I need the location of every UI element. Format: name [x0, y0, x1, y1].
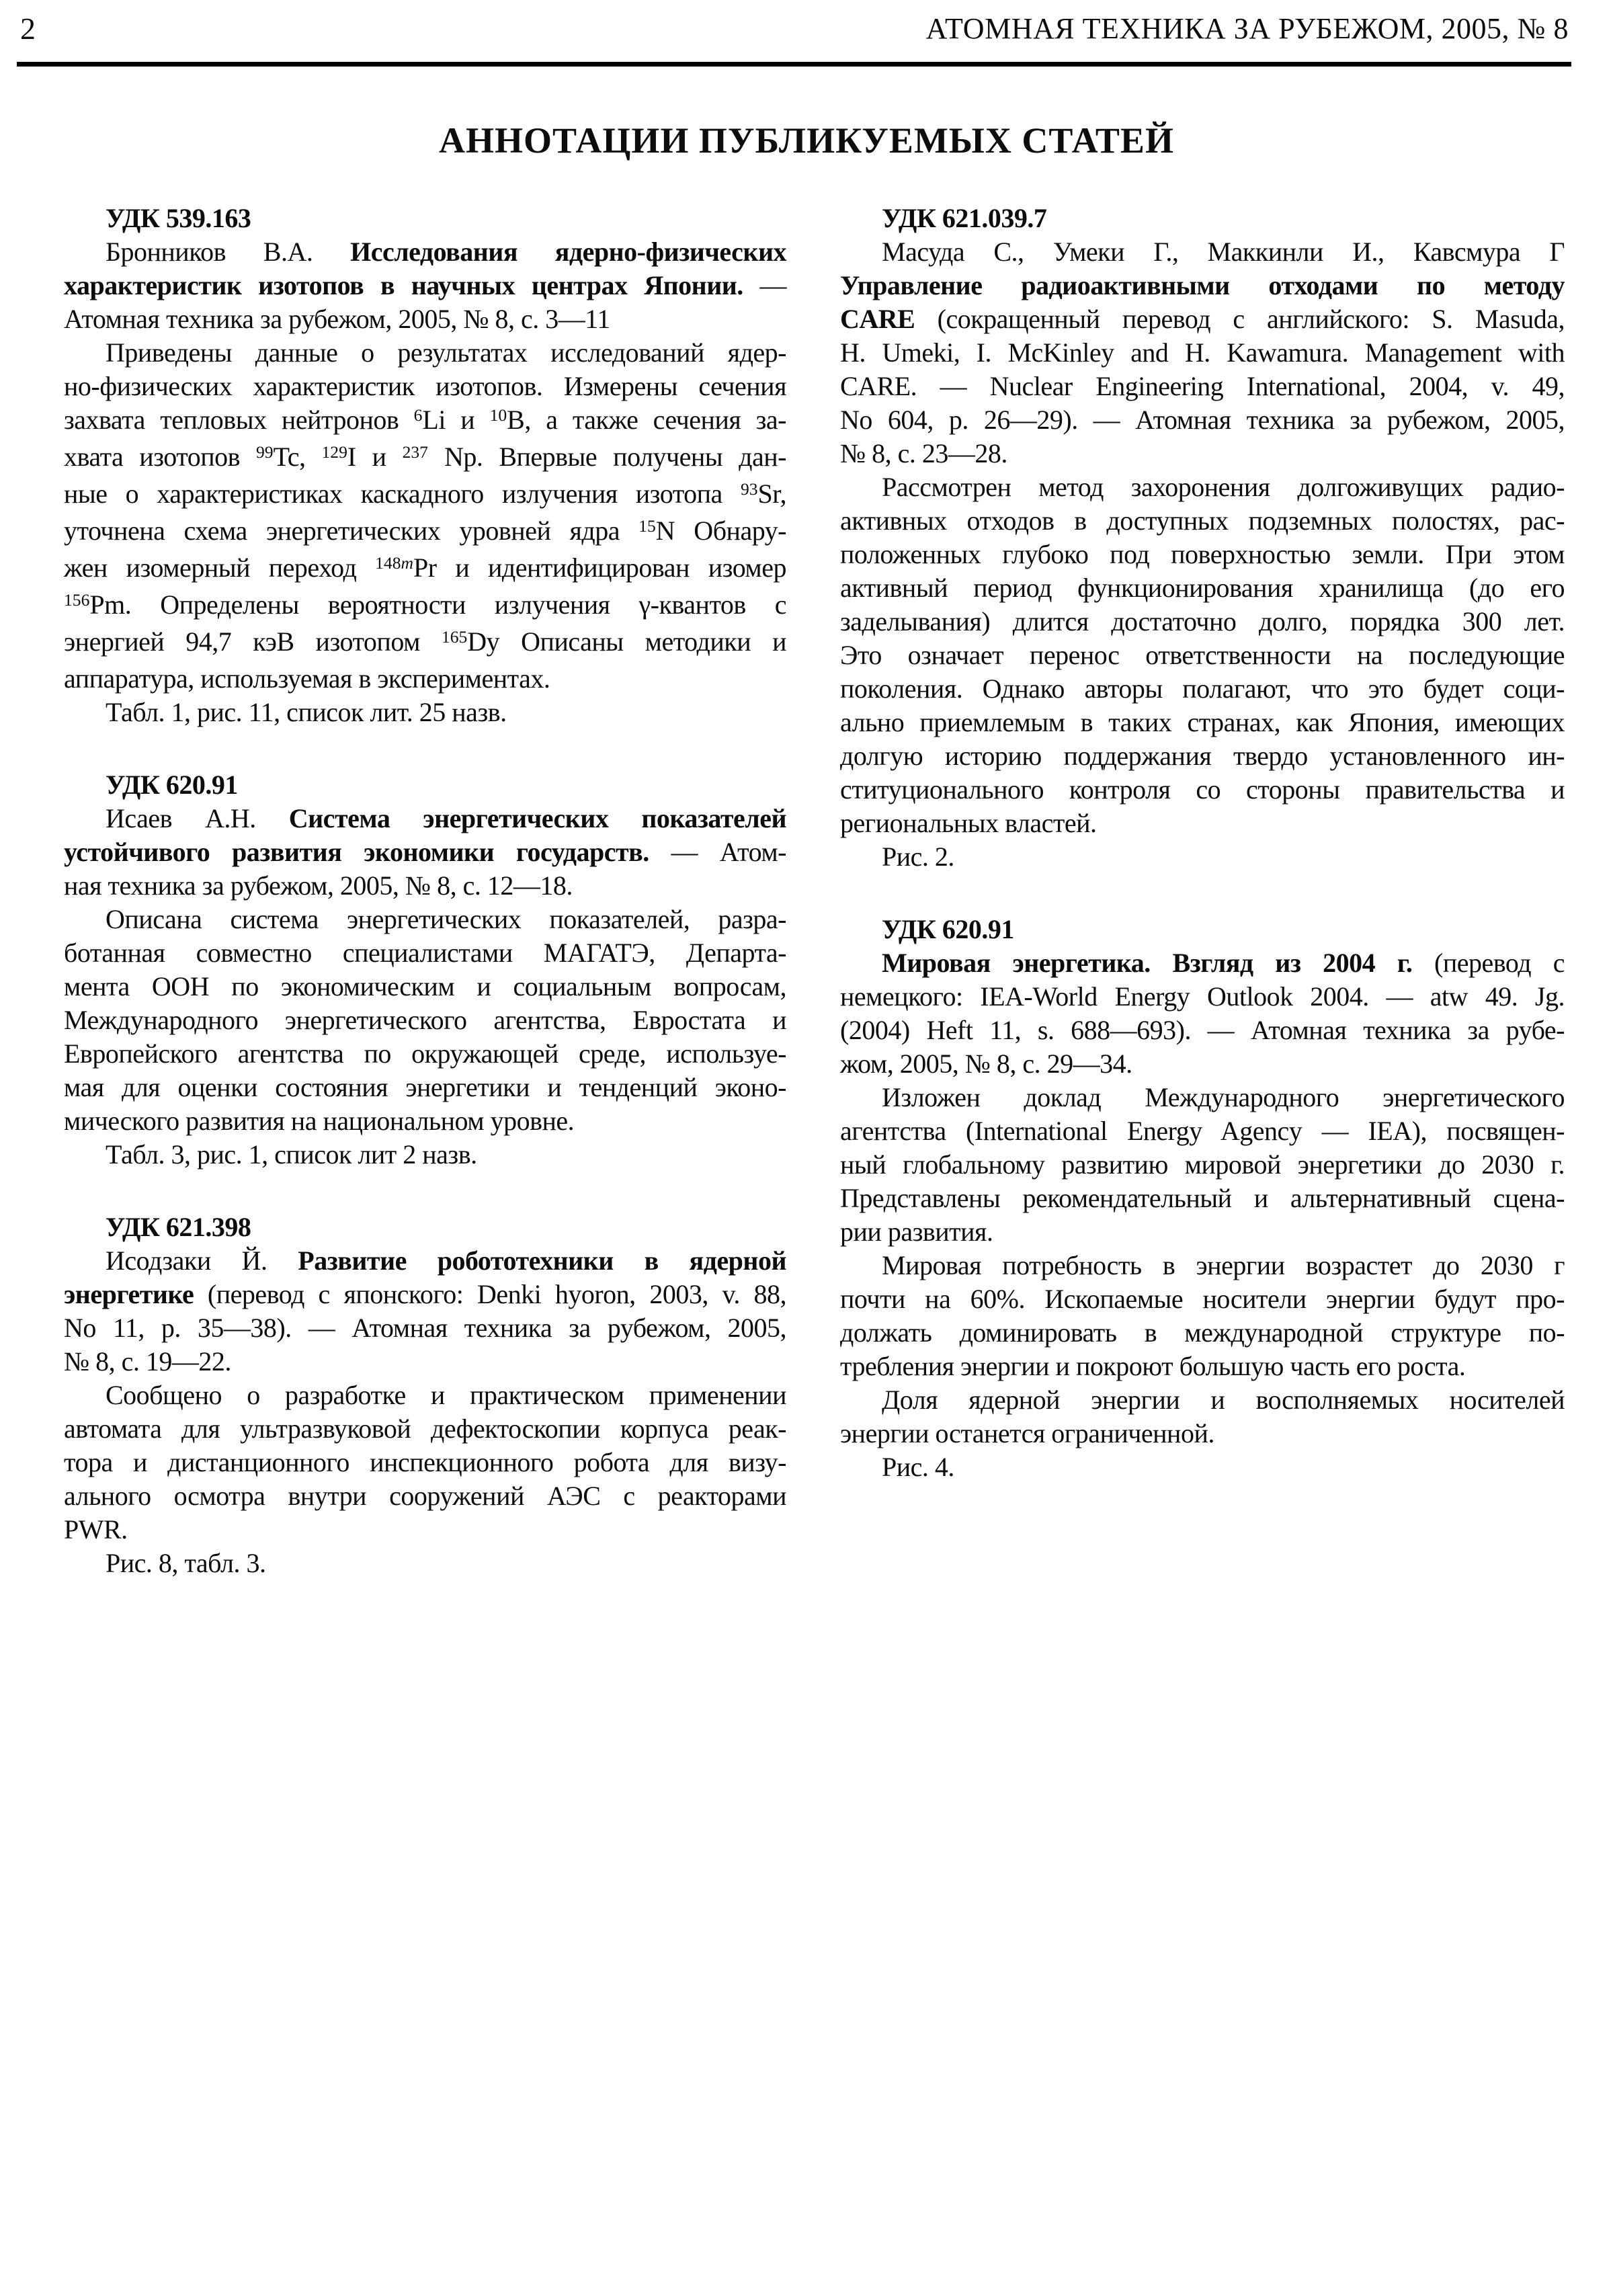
- text-line: Мировая энергетика. Взгляд из 2004 г. (перевод с: [882, 948, 1565, 978]
- text-line: Приведены данные о результатах исследований ядер-: [106, 337, 786, 368]
- text-line: ституционального контроля со стороны правительства и: [840, 774, 1565, 805]
- text-line: жом, 2005, № 8, с. 29—34.: [840, 1049, 1132, 1079]
- text-line: поколения. Однако авторы полагают, что это будет соци-: [840, 673, 1565, 704]
- text-line: Европейского агентства по окружающей среде, используе-: [64, 1038, 786, 1069]
- text-line: Табл. 3, рис. 1, список лит 2 назв.: [106, 1139, 477, 1170]
- text-line: ная техника за рубежом, 2005, № 8, с. 12—18.: [64, 870, 573, 901]
- text-line: ально приемлемым в таких странах, как Япония, имеющих: [840, 707, 1565, 737]
- text-line: активных отходов в доступных подземных полостях, рас-: [840, 505, 1565, 536]
- text-line: Рассмотрен метод захоронения долгоживущих радио-: [882, 472, 1565, 502]
- udk-heading: УДК 620.91: [106, 770, 238, 800]
- text-line: Исодзаки Й. Развитие робототехники в ядерной: [106, 1245, 786, 1276]
- text-line: но-физических характеристик изотопов. Измерены сечения: [64, 371, 786, 401]
- header-divider-line: [17, 62, 1571, 67]
- text-line: немецкого: IEA-World Energy Outlook 2004. — atw 49. Jg.: [840, 981, 1565, 1012]
- udk-section: [64, 768, 786, 1172]
- text-line: ботанная совместно специалистами МАГАТЭ, Департа-: [64, 938, 786, 968]
- udk-section: [64, 1211, 786, 1580]
- text-line: Рис. 2.: [882, 842, 954, 872]
- text-line: агентства (International Energy Agency — IEA), посвящен-: [840, 1116, 1565, 1146]
- text-line: PWR.: [64, 1514, 128, 1545]
- text-line: региональных властей.: [840, 808, 1097, 838]
- text-line: Рис. 4.: [882, 1452, 954, 1482]
- text-line: Доля ядерной энергии и восполняемых носителей: [882, 1385, 1565, 1415]
- text-line: Мировая потребность в энергии возрастет до 2030 г: [882, 1250, 1565, 1280]
- text-line: рии развития.: [840, 1217, 993, 1247]
- text-line: положенных глубоко под поверхностью земли. При этом: [840, 539, 1565, 569]
- text-line: Представлены рекомендательный и альтернативный сцена-: [840, 1183, 1565, 1213]
- text-line: долгую историю поддержания твердо установленного ин-: [840, 741, 1565, 771]
- text-line: Сообщено о разработке и практическом применении: [106, 1380, 786, 1410]
- text-line: устойчивого развития экономики государств. — Атом-: [64, 837, 787, 867]
- udk-section: [64, 202, 786, 729]
- udk-section: [840, 202, 1565, 874]
- text-line: тора и дистанционного инспекционного робота для визу-: [64, 1447, 786, 1477]
- text-line: Управление радиоактивными отходами по методу: [840, 270, 1565, 300]
- text-line: автомата для ультразвуковой дефектоскопии корпуса реак-: [64, 1413, 786, 1444]
- text-line: энергии останется ограниченной.: [840, 1418, 1214, 1448]
- udk-heading: УДК 621.039.7: [882, 203, 1047, 233]
- text-line: No 11, p. 35—38). — Атомная техника за рубежом, 2005,: [64, 1313, 786, 1343]
- text-line: Атомная техника за рубежом, 2005, № 8, с. 3—11: [64, 304, 610, 334]
- text-line: хвата изотопов $^{99}$Tc, $^{129}$I и $^{237}$ Np. Впервые получены дан-: [64, 442, 786, 472]
- text-line: No 604, p. 26—29). — Атомная техника за рубежом, 2005,: [840, 405, 1565, 435]
- text-line: (2004) Heft 11, s. 688—693). — Атомная техника за рубе-: [840, 1015, 1565, 1045]
- page-number: 2: [20, 11, 36, 46]
- text-line: ные о характеристиках каскадного излучения изотопа $^{93}$Sr,: [64, 479, 786, 509]
- text-line: Изложен доклад Международного энергетического: [882, 1082, 1565, 1112]
- udk-section: [840, 913, 1565, 1484]
- udk-heading: УДК 539.163: [106, 203, 251, 233]
- text-line: мента ООН по экономическим и социальным вопросам,: [64, 971, 786, 1001]
- text-line: Это означает перенос ответственности на последующие: [840, 640, 1565, 670]
- right-column: [840, 202, 1565, 1484]
- text-line: H. Umeki, I. McKinley and H. Kawamura. Management with: [840, 337, 1565, 368]
- text-line: $^{156}$Pm. Определены вероятности излучения γ-квантов с: [64, 589, 786, 620]
- text-line: уточнена схема энергетических уровней ядра $^{15}$N Обнару-: [64, 516, 786, 546]
- udk-heading: УДК 620.91: [882, 914, 1014, 944]
- text-line: аппаратура, используемая в экспериментах.: [64, 663, 550, 694]
- text-line: жен изомерный переход $^{148m}$Pr и идентифицирован изомер: [64, 552, 786, 583]
- text-line: ный глобальному развитию мировой энергетики до 2030 г.: [840, 1149, 1565, 1180]
- text-line: CARE. — Nuclear Engineering International, 2004, v. 49,: [840, 371, 1565, 401]
- text-line: № 8, с. 23—28.: [840, 438, 1007, 468]
- text-line: Исаев А.Н. Система энергетических показателей: [106, 803, 786, 833]
- text-line: мая для оценки состояния энергетики и тенденций эконо-: [64, 1072, 786, 1102]
- text-line: характеристик изотопов в научных центрах Японии. —: [64, 270, 787, 300]
- text-line: Масуда С., Умеки Г., Маккинли И., Кавсмура Г: [882, 237, 1565, 267]
- text-line: заделывания) длится достаточно долго, порядка 300 лет.: [840, 606, 1565, 637]
- left-column: [64, 202, 786, 1580]
- text-line: Описана система энергетических показателей, разра-: [106, 904, 786, 934]
- journal-header: АТОМНАЯ ТЕХНИКА ЗА РУБЕЖОМ, 2005, № 8: [925, 12, 1569, 45]
- text-line: Табл. 1, рис. 11, список лит. 25 назв.: [106, 697, 507, 727]
- text-line: должать доминировать в международной структуре по-: [840, 1317, 1565, 1348]
- text-line: CARE (сокращенный перевод с английского: S. Masuda,: [840, 304, 1565, 334]
- text-line: требления энергии и покроют большую часть его роста.: [840, 1351, 1466, 1381]
- udk-heading: УДК 621.398: [106, 1212, 251, 1242]
- text-line: почти на 60%. Ископаемые носители энергии будут про-: [840, 1284, 1565, 1314]
- text-line: захвата тепловых нейтронов $^6$Li и $^{10}$B, а также сечения за-: [64, 405, 786, 435]
- text-line: Бронников В.А. Исследования ядерно-физических: [106, 237, 786, 267]
- text-line: активный период функционирования хранилища (до его: [840, 573, 1565, 603]
- text-line: мического развития на национальном уровне.: [64, 1106, 575, 1136]
- text-line: № 8, с. 19—22.: [64, 1346, 231, 1377]
- text-line: энергетике (перевод с японского: Denki hyoron, 2003, v. 88,: [64, 1279, 786, 1309]
- text-line: энергией 94,7 кэВ изотопом $^{165}$Dy Описаны методики и: [64, 626, 786, 657]
- text-line: Международного энергетического агентства, Евростата и: [64, 1005, 786, 1035]
- text-line: Рис. 8, табл. 3.: [106, 1548, 266, 1578]
- text-line: ального осмотра внутри сооружений АЭС с реакторами: [64, 1481, 786, 1511]
- page-title: АННОТАЦИИ ПУБЛИКУЕМЫХ СТАТЕЙ: [439, 120, 1174, 161]
